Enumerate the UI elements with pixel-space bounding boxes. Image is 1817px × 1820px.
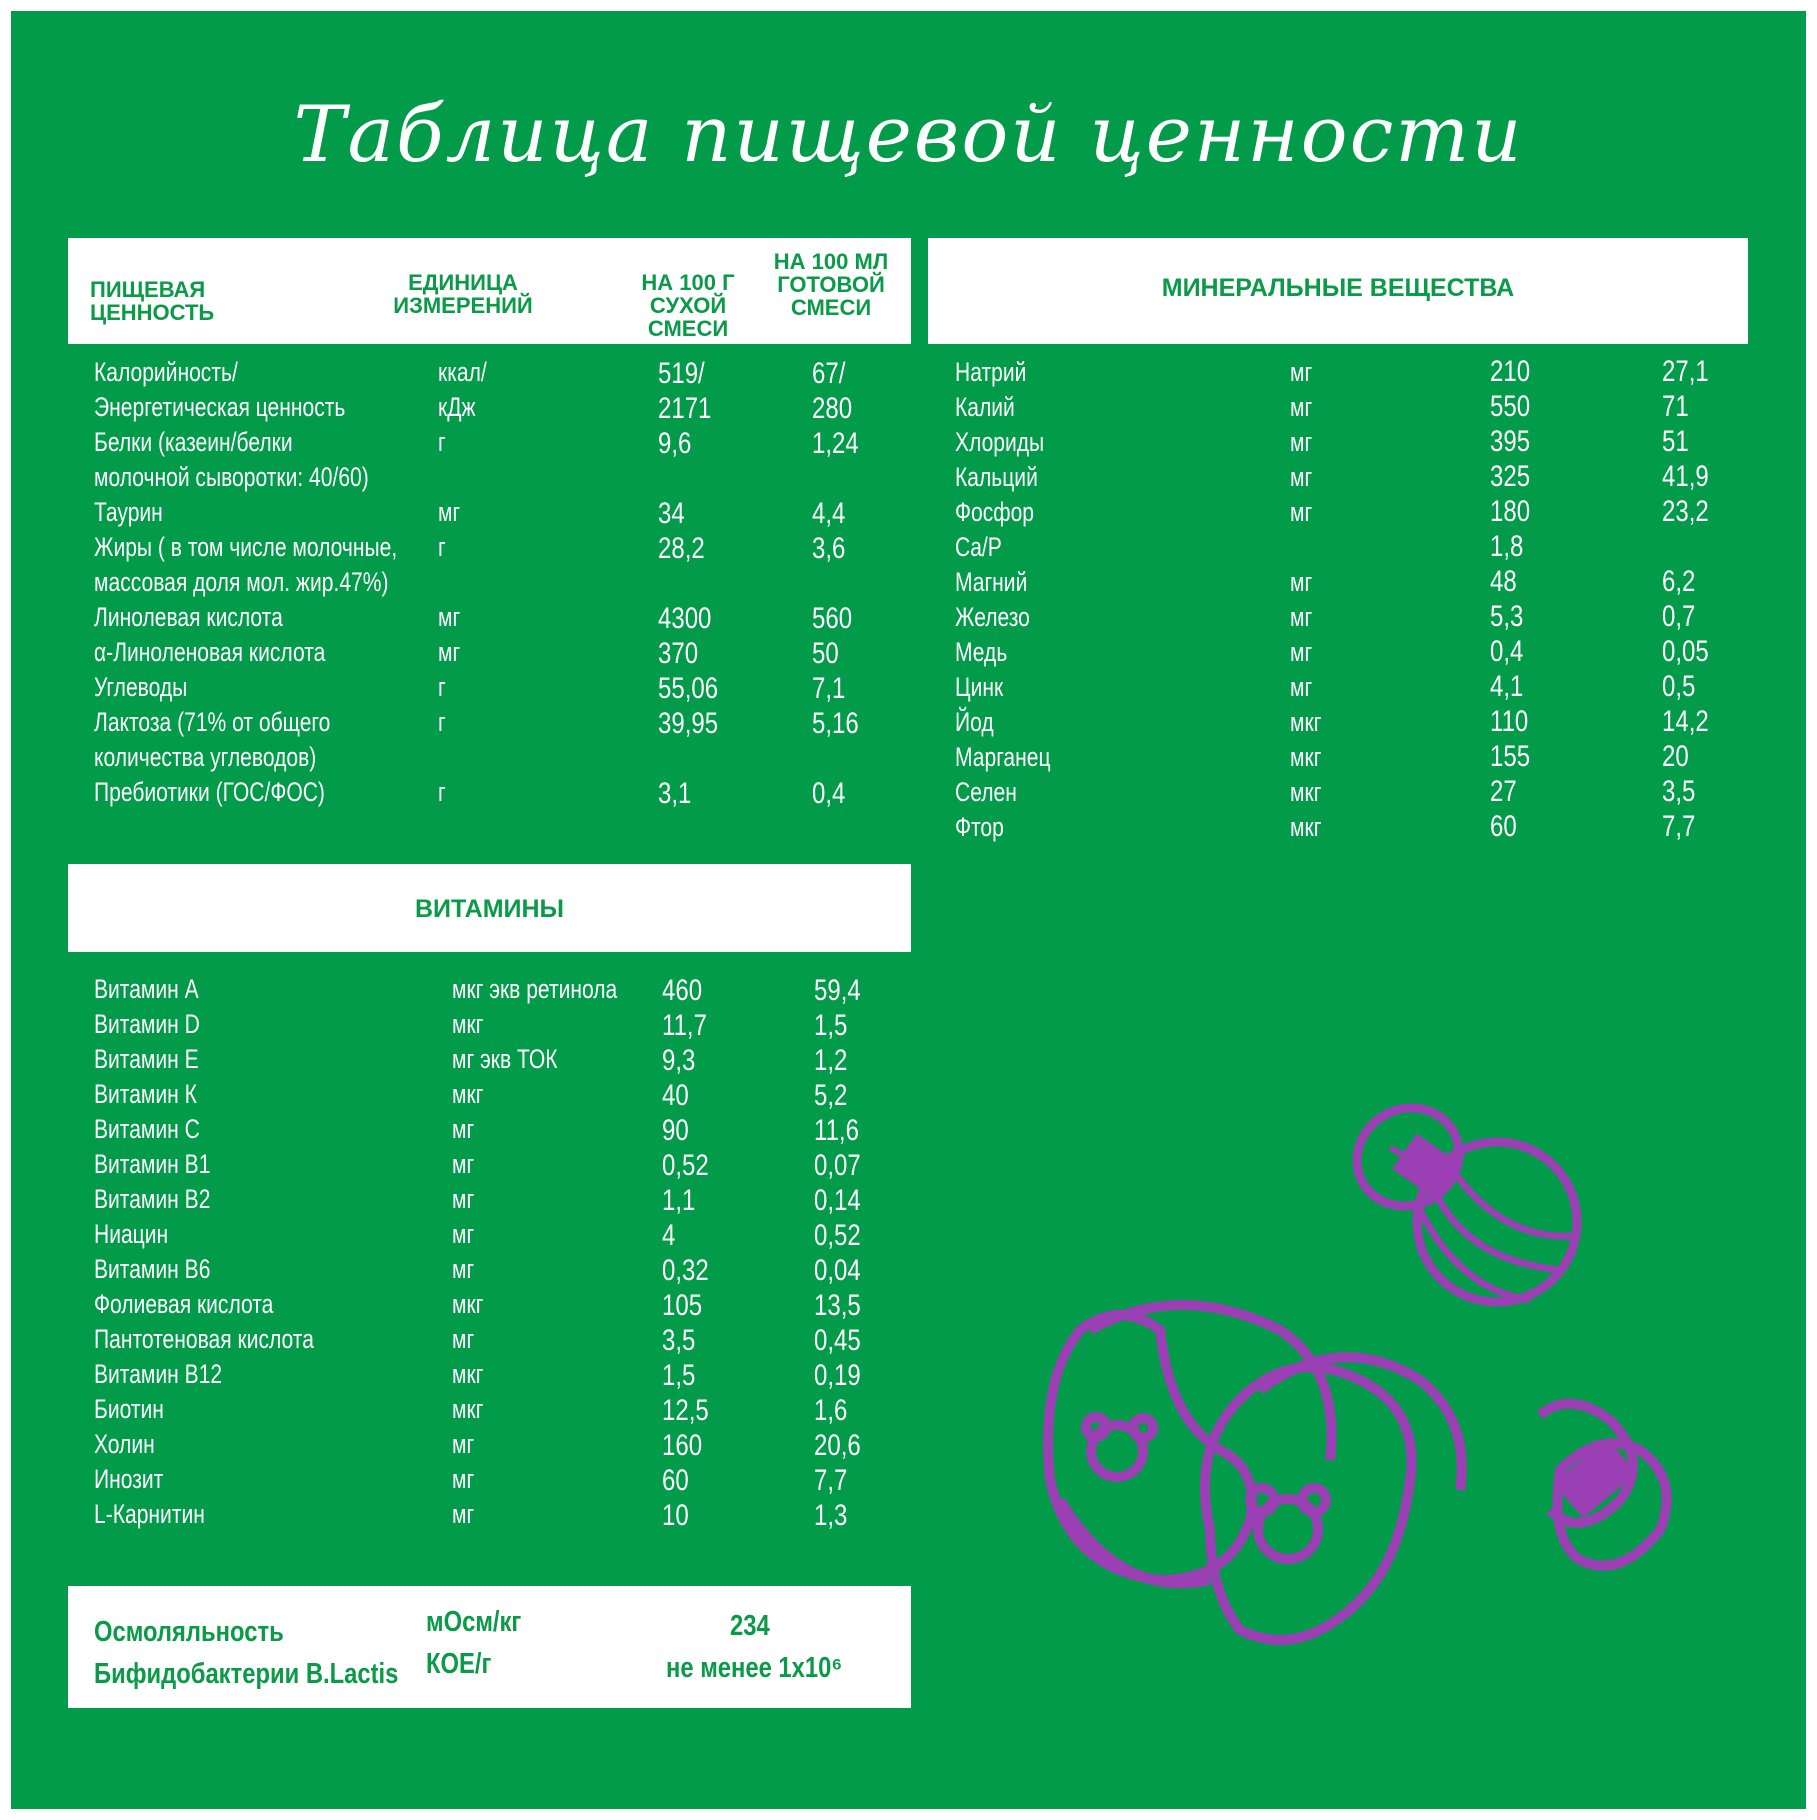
mineral-name: Калий [955, 392, 1015, 422]
vitamin-name: Витамин А [94, 974, 199, 1004]
page-title: Таблица пищевой ценности [293, 90, 1524, 180]
mineral-ready: 7,7 [1662, 810, 1696, 843]
mineral-dry: 180 [1490, 495, 1531, 528]
mineral-name: Фосфор [955, 497, 1035, 527]
mineral-name: Селен [955, 777, 1017, 807]
vitamin-ready: 13,5 [814, 1289, 861, 1322]
mineral-name: Натрий [955, 357, 1027, 387]
nutrition-name: α-Линоленовая кислота [94, 637, 326, 667]
nutrition-name: Углеводы [94, 672, 188, 702]
vitamin-dry: 9,3 [662, 1044, 696, 1077]
nutrition-name: Пребиотики (ГОС/ФОС) [94, 777, 325, 807]
nutrition-unit: г [438, 427, 446, 457]
mineral-unit: мкг [1290, 777, 1322, 807]
nutrition-dry: 4300 [658, 602, 712, 635]
vitamin-ready: 20,6 [814, 1429, 861, 1462]
vitamin-dry: 3,5 [662, 1324, 696, 1357]
vitamin-ready: 0,14 [814, 1184, 861, 1217]
vitamin-dry: 90 [662, 1114, 689, 1147]
vitamin-name: Витамин С [94, 1114, 200, 1144]
vitamin-unit: мг [452, 1149, 475, 1179]
vitamin-ready: 0,04 [814, 1254, 861, 1287]
mineral-unit: мкг [1290, 707, 1322, 737]
mineral-name: Йод [955, 707, 994, 737]
vitamin-dry: 160 [662, 1429, 703, 1462]
mineral-ready: 0,5 [1662, 670, 1696, 703]
vitamin-unit: мг [452, 1499, 475, 1529]
nutrition-unit: ккал/ [438, 357, 487, 387]
nutrition-unit: мг [438, 497, 461, 527]
nutrition-dry: 519/ [658, 357, 705, 390]
vitamin-ready: 1,6 [814, 1394, 848, 1427]
nutrition-ready: 1,24 [812, 427, 859, 460]
vitamin-unit: мкг [452, 1394, 484, 1424]
vitamin-unit: мкг [452, 1289, 484, 1319]
vitamin-name: Биотин [94, 1394, 164, 1424]
vitamin-ready: 7,7 [814, 1464, 848, 1497]
vitamin-dry: 1,5 [662, 1359, 696, 1392]
vitamin-ready: 0,19 [814, 1359, 861, 1392]
extra-unit: КОЕ/г [426, 1648, 492, 1680]
nutrition-name: Энергетическая ценность [94, 392, 346, 422]
mineral-unit: мг [1290, 427, 1313, 457]
vitamin-name: Витамин В1 [94, 1149, 211, 1179]
nutrition-header-dry: НА 100 Г СУХОЙ СМЕСИ [641, 270, 735, 341]
mineral-name: Хлориды [955, 427, 1045, 457]
mineral-dry: 60 [1490, 810, 1517, 843]
mineral-unit: мг [1290, 637, 1313, 667]
nutrition-dry: 55,06 [658, 672, 719, 705]
vitamin-name: Витамин D [94, 1009, 200, 1039]
vitamin-ready: 5,2 [814, 1079, 848, 1112]
extra-value: не менее 1х10⁶ [666, 1652, 843, 1684]
nutrition-dry: 370 [658, 637, 699, 670]
extra-name: Осмоляльность [94, 1616, 284, 1648]
nutrition-dry: 39,95 [658, 707, 719, 740]
mineral-ready: 6,2 [1662, 565, 1696, 598]
mineral-ready: 41,9 [1662, 460, 1709, 493]
vitamin-dry: 10 [662, 1499, 689, 1532]
nutrition-ready: 3,6 [812, 532, 846, 565]
vitamin-ready: 1,2 [814, 1044, 848, 1077]
mineral-name: Фтор [955, 812, 1004, 842]
nutrition-ready: 560 [812, 602, 853, 635]
nutrition-ready: 50 [812, 637, 839, 670]
vitamins-header: ВИТАМИНЫ [414, 895, 565, 923]
mineral-unit: мг [1290, 672, 1313, 702]
nutrition-name: массовая доля мол. жир.47%) [94, 567, 389, 597]
mineral-dry: 27 [1490, 775, 1517, 808]
rattle-icon [1339, 1089, 1577, 1302]
vitamin-unit: мг [452, 1114, 475, 1144]
mineral-dry: 110 [1490, 705, 1529, 738]
pacifier-icon [1540, 1404, 1667, 1566]
nutrition-unit: г [438, 672, 446, 702]
vitamin-ready: 11,6 [814, 1114, 859, 1147]
vitamin-unit: мг [452, 1429, 475, 1459]
mineral-ready: 23,2 [1662, 495, 1709, 528]
nutrition-ready: 0,4 [812, 777, 846, 810]
mineral-name: Медь [955, 637, 1008, 667]
nutrition-header-name: ПИЩЕВАЯ ЦЕННОСТЬ [90, 277, 215, 325]
nutrition-name: Линолевая кислота [94, 602, 283, 632]
mineral-unit: мг [1290, 602, 1313, 632]
vitamin-name: Инозит [94, 1464, 164, 1494]
vitamin-unit: мг [452, 1184, 475, 1214]
baby-booties-icon [1048, 1305, 1462, 1640]
extra-unit: мОсм/кг [426, 1606, 522, 1638]
nutrition-dry: 3,1 [658, 777, 692, 810]
extra-value: 234 [730, 1610, 770, 1642]
vitamin-unit: мг [452, 1254, 475, 1284]
vitamin-name: Пантотеновая кислота [94, 1324, 314, 1354]
nutrition-name: Калорийность/ [94, 357, 238, 387]
mineral-ready: 20 [1662, 740, 1689, 773]
mineral-dry: 155 [1490, 740, 1531, 773]
nutrition-unit: г [438, 777, 446, 807]
mineral-unit: мг [1290, 462, 1313, 492]
mineral-dry: 550 [1490, 390, 1531, 423]
mineral-ready: 3,5 [1662, 775, 1696, 808]
nutrition-name: количества углеводов) [94, 742, 317, 772]
nutrition-header-unit: ЕДИНИЦА ИЗМЕРЕНИЙ [393, 270, 533, 318]
vitamin-unit: мг [452, 1324, 475, 1354]
vitamin-unit: мг [452, 1219, 475, 1249]
mineral-ready: 14,2 [1662, 705, 1709, 738]
mineral-unit: мг [1290, 392, 1313, 422]
vitamin-unit: мкг экв ретинола [452, 974, 618, 1004]
mineral-unit: мг [1290, 567, 1313, 597]
nutrition-unit: кДж [438, 392, 476, 422]
vitamin-ready: 1,5 [814, 1009, 848, 1042]
mineral-unit: мкг [1290, 742, 1322, 772]
nutrition-name: молочной сыворотки: 40/60) [94, 462, 369, 492]
vitamin-unit: мкг [452, 1009, 484, 1039]
mineral-dry: 48 [1490, 565, 1517, 598]
minerals-header: МИНЕРАЛЬНЫЕ ВЕЩЕСТВА [1161, 274, 1515, 302]
nutrition-ready: 280 [812, 392, 853, 425]
vitamin-dry: 1,1 [662, 1184, 696, 1217]
nutrition-ready: 67/ [812, 357, 846, 390]
nutrition-unit: мг [438, 637, 461, 667]
vitamin-dry: 460 [662, 974, 703, 1007]
mineral-name: Кальций [955, 462, 1038, 492]
vitamin-dry: 40 [662, 1079, 689, 1112]
vitamin-name: Витамин Е [94, 1044, 199, 1074]
vitamin-ready: 59,4 [814, 974, 861, 1007]
mineral-dry: 395 [1490, 425, 1531, 458]
vitamin-name: Витамин В2 [94, 1184, 211, 1214]
vitamin-name: Витамин К [94, 1079, 197, 1109]
nutrition-unit: мг [438, 602, 461, 632]
nutrition-header-ready: НА 100 МЛ ГОТОВОЙ СМЕСИ [773, 249, 889, 320]
vitamin-unit: мг [452, 1464, 475, 1494]
vitamin-ready: 0,52 [814, 1219, 861, 1252]
mineral-dry: 210 [1490, 355, 1531, 388]
nutrition-unit: г [438, 707, 446, 737]
mineral-ready: 0,05 [1662, 635, 1709, 668]
nutrition-dry: 2171 [658, 392, 712, 425]
vitamin-name: Витамин В12 [94, 1359, 223, 1389]
vitamin-name: Холин [94, 1429, 155, 1459]
mineral-dry: 5,3 [1490, 600, 1524, 633]
nutrition-ready: 5,16 [812, 707, 859, 740]
nutrition-name: Таурин [94, 497, 163, 527]
vitamin-dry: 0,52 [662, 1149, 709, 1182]
vitamin-dry: 60 [662, 1464, 689, 1497]
mineral-ready: 0,7 [1662, 600, 1696, 633]
vitamin-ready: 0,45 [814, 1324, 861, 1357]
mineral-ready: 51 [1662, 425, 1689, 458]
nutrition-name: Белки (казеин/белки [94, 427, 293, 457]
vitamin-name: Витамин В6 [94, 1254, 211, 1284]
mineral-dry: 0,4 [1490, 635, 1524, 668]
vitamin-dry: 105 [662, 1289, 703, 1322]
nutrition-dry: 9,6 [658, 427, 692, 460]
mineral-name: Магний [955, 567, 1028, 597]
mineral-dry: 325 [1490, 460, 1531, 493]
vitamin-name: L-Карнитин [94, 1499, 205, 1529]
mineral-unit: мг [1290, 497, 1313, 527]
vitamin-dry: 11,7 [662, 1009, 707, 1042]
vitamin-unit: мкг [452, 1359, 484, 1389]
vitamin-name: Фолиевая кислота [94, 1289, 274, 1319]
mineral-unit: мг [1290, 357, 1313, 387]
mineral-ready: 27,1 [1662, 355, 1709, 388]
nutrition-ready: 7,1 [812, 672, 846, 705]
vitamin-dry: 4 [662, 1219, 676, 1252]
mineral-name: Ca/P [955, 532, 1002, 562]
mineral-unit: мкг [1290, 812, 1322, 842]
mineral-name: Цинк [955, 672, 1004, 702]
nutrition-dry: 28,2 [658, 532, 705, 565]
mineral-ready: 71 [1662, 390, 1689, 423]
extra-name: Бифидобактерии B.Lactis [94, 1658, 399, 1690]
mineral-dry: 4,1 [1490, 670, 1524, 703]
vitamin-dry: 0,32 [662, 1254, 709, 1287]
mineral-name: Железо [955, 602, 1030, 632]
nutrition-dry: 34 [658, 497, 685, 530]
nutrition-name: Жиры ( в том числе молочные, [94, 532, 398, 562]
mineral-dry: 1,8 [1490, 530, 1524, 563]
vitamin-unit: мг экв ТОК [452, 1044, 558, 1074]
vitamin-dry: 12,5 [662, 1394, 709, 1427]
nutrition-ready: 4,4 [812, 497, 846, 530]
vitamin-name: Ниацин [94, 1219, 169, 1249]
vitamin-unit: мкг [452, 1079, 484, 1109]
nutrition-unit: г [438, 532, 446, 562]
nutrition-name: Лактоза (71% от общего [94, 707, 331, 737]
mineral-name: Марганец [955, 742, 1051, 772]
vitamin-ready: 1,3 [814, 1499, 848, 1532]
vitamin-ready: 0,07 [814, 1149, 861, 1182]
